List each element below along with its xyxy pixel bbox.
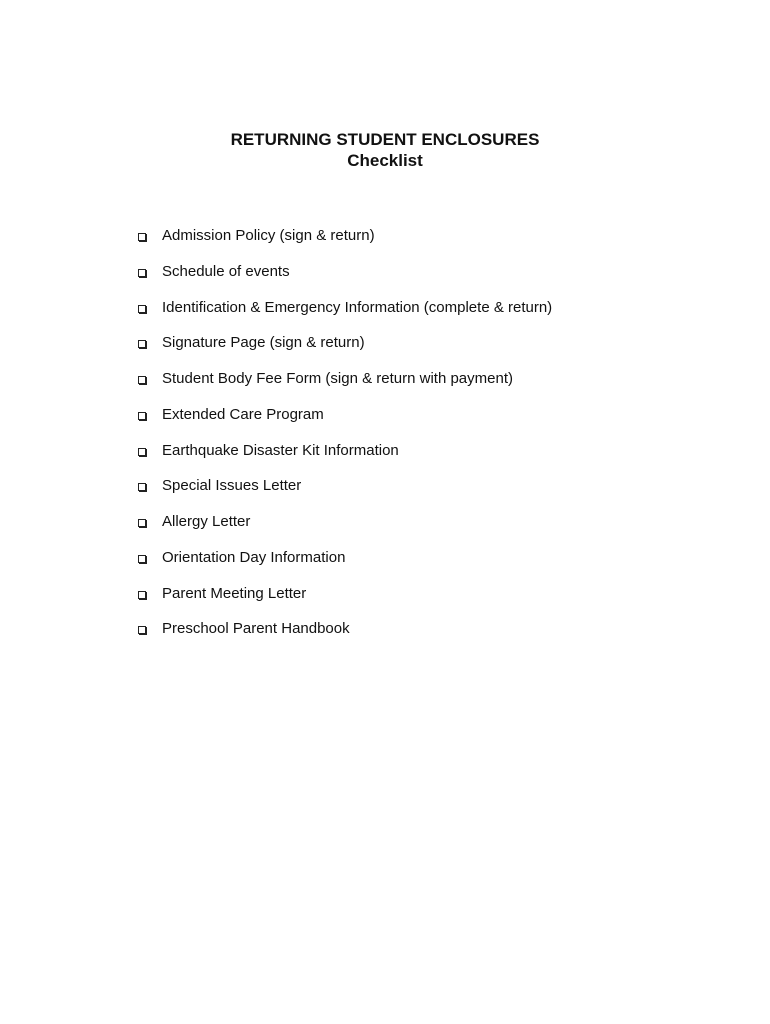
checkbox-icon	[138, 626, 146, 634]
checkbox-icon	[138, 340, 146, 348]
checklist-item	[136, 226, 552, 262]
checklist-item-label: Allergy Letter	[162, 513, 251, 530]
checkbox-icon	[138, 591, 146, 599]
checklist-item-label: Preschool Parent Handbook	[162, 620, 350, 638]
checklist-item-label: Extended Care Program	[162, 405, 324, 423]
checkbox-icon	[138, 376, 146, 384]
checklist-item-label: Identification & Emergency Information (complete & return)	[162, 298, 553, 316]
checklist-item-label: Schedule of events	[162, 262, 290, 280]
checkbox-icon	[138, 483, 146, 491]
page-title	[0, 129, 770, 171]
checklist-item	[136, 298, 552, 334]
checklist-item	[136, 333, 552, 369]
checkbox-icon	[138, 269, 146, 277]
checklist-item	[136, 548, 552, 584]
checkbox-icon	[138, 519, 146, 527]
checklist-item	[136, 476, 552, 512]
checklist-item-label: Signature Page (sign & return)	[162, 334, 365, 352]
checklist-item	[136, 619, 552, 655]
checklist-item-label: Orientation Day Information	[162, 548, 346, 566]
checkbox-icon	[138, 555, 146, 563]
checkbox-icon	[138, 448, 146, 456]
checklist-item	[136, 262, 552, 298]
checkbox-icon	[138, 305, 146, 313]
checkbox-icon	[138, 412, 146, 420]
checkbox-icon	[138, 233, 146, 241]
title-line-2: Checklist	[347, 151, 423, 170]
checklist-item	[136, 405, 552, 441]
checklist-item	[136, 369, 552, 405]
title-line-1: RETURNING STUDENT ENCLOSURES	[230, 130, 540, 149]
checklist-item-label: Special Issues Letter	[162, 477, 302, 495]
checklist	[136, 226, 552, 655]
checklist-item-label: Earthquake Disaster Kit Information	[162, 441, 399, 459]
checklist-item	[136, 584, 552, 620]
checklist-item-label: Parent Meeting Letter	[162, 584, 307, 602]
checklist-item	[136, 441, 552, 477]
checklist-item	[136, 512, 552, 548]
checklist-item-label: Admission Policy (sign & return)	[162, 227, 375, 244]
checklist-item-label: Student Body Fee Form (sign & return with payment)	[162, 370, 513, 387]
